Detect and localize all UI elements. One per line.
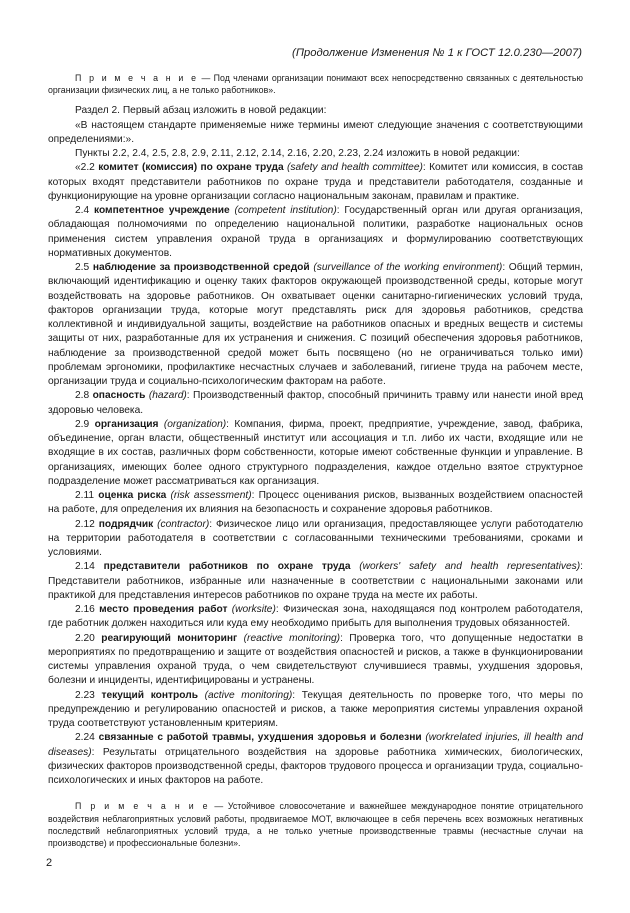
term-text: : Физическая зона, находящаяся под контролем работодателя, где работник должен находиться или куда ему необходимо прибыть для выполнения трудовых обязанностей. [48, 604, 583, 630]
term-text: : Результаты отрицательного воздействия на здоровье работника химических, биологических, физических факторов производственной среды, факторов трудового процесса и организации труда, социально-психологических и иных факторов на работе. [48, 746, 583, 787]
term-text: : Общий термин, включающий идентификацию и оценку таких факторов окружающей производственной среды, которые могут воздействовать на здоровье работников. Он охватывает оценки санитарно-гигиенических условий труда, факторов организации труда, которые могут представлять риск для здоровья работников, средства коллективной и индивидуальной защиты, воздействие на работников опасных и вредных веществ и системы защиты от них, разработанные для их устранения и снижения. С позиций обеспечения здоровья работников, наблюдение за производственной средой может быть посвящено (но не ограничиваться только ими) проблемам эргономики, профилактике несчастных случаев и заболеваний, гигиене труда на рабочем месте, организации труда и социально-психологическим факторам на работе. [48, 262, 583, 388]
term-definition [48, 731, 583, 788]
term-definition [48, 418, 583, 489]
term-definition [48, 560, 583, 603]
term-text: : Текущая деятельность по проверке того, что меры по предупреждению и регулированию опасностей и рисков, а также мероприятия системы управления охраной труда соответствуют установленным критериям. [48, 689, 584, 730]
term-text: : Государственный орган или другая организация, обладающая полномочиями по определению национальной политики, разработке национальных основ применения систем управления охраной труда в организациях и формулированию соответствующих нормативных документов. [48, 205, 583, 259]
term-number: 2.12 [75, 518, 99, 530]
term-name: текущий контроль [101, 689, 198, 701]
term-name: комитет (комиссия) по охране труда [98, 162, 284, 174]
term-text: : Процесс оценивания рисков, вызванных воздействием опасностей на работе, для определения их влияния на безопасность и сохранение здоровья работников. [48, 490, 583, 516]
term-definition [48, 632, 583, 689]
running-header: (Продолжение Изменения № 1 к ГОСТ 12.0.230—2007) [292, 47, 582, 59]
term-name: наблюдение за производственной средой [92, 262, 310, 274]
term-definition [48, 261, 583, 389]
term-text: : Представители работников, избранные или назначенные в соответствии с национальными законами или практикой для представления интересов работников по охране труда на месте их работы. [48, 561, 583, 601]
term-number: 2.20 [75, 632, 102, 644]
note-label: П р и м е ч а н и е [75, 801, 210, 812]
term-number: 2.23 [75, 689, 102, 701]
term-english: (contractor) [153, 518, 210, 530]
term-number: 2.16 [75, 604, 100, 616]
items-intro: Пункты 2.2, 2.4, 2.5, 2.8, 2.9, 2.11, 2.12, 2.14, 2.16, 2.20, 2.23, 2.24 изложить в новой редакции: [75, 148, 520, 160]
note-1 [48, 72, 583, 96]
term-text: : Комитет или комиссия, в состав которых входят представители работников по охране труда и представители работодателя, созданные и функционирующие на уровне организации согласно национальным законам, правилам и практике. [48, 162, 583, 202]
term-definition [48, 518, 583, 561]
term-name: компетентное учреждение [93, 205, 230, 217]
term-number: «2.2 [75, 162, 99, 174]
term-text: : Физическое лицо или организация, предоставляющее услуги работодателю на территории работодателя в соответствии с согласованными техническими требованиями, сроками и условиями. [48, 518, 583, 559]
term-english: (active monitoring) [197, 689, 293, 701]
term-name: место проведения работ [99, 604, 228, 616]
term-list [48, 161, 583, 788]
term-name: связанные с работой травмы, ухудшения здоровья и болезни [98, 732, 422, 744]
term-name: представители работников по охране труда [103, 561, 351, 573]
term-english: (competent institution) [229, 205, 337, 217]
term-english: (reactive monitoring) [237, 632, 341, 644]
term-english: (workrelated injuries, ill health and diseases) [48, 732, 584, 758]
section2-intro: Раздел 2. Первый абзац изложить в новой редакции: [75, 105, 327, 117]
term-english: (hazard) [145, 390, 187, 402]
term-number: 2.5 [75, 262, 93, 274]
note-text: — Устойчивое словосочетание и важнейшее международное понятие отрицательного воздействия неблагоприятных условий работы, продвигаемое МОТ, включающее в себя перечень всех возможных негативных последствий неблагоприятных условий труда, а не только учетные производственные травмы (несчастные случаи на производстве) и профессиональные болезни». [48, 801, 583, 849]
document-body [48, 72, 583, 849]
note-2 [48, 800, 583, 849]
term-name: реагирующий мониторинг [101, 632, 238, 644]
term-definition [48, 603, 583, 632]
term-name: организация [94, 418, 159, 430]
term-english: (risk assessment) [166, 490, 252, 502]
term-name: подрядчик [98, 518, 154, 530]
term-name: оценка риска [98, 490, 167, 502]
term-definition [48, 689, 583, 732]
term-english: (surveillance of the working environment) [309, 262, 503, 274]
term-number: 2.8 [75, 390, 93, 402]
term-text: : Компания, фирма, проект, предприятие, учреждение, завод, фабрика, объединение, орган власти, общественный институт или ассоциация и т.п. либо их части, входящие или не входящие в их состав, различных форм собственности, которые имеют собственные функции и управление. В организациях, имеющих более одного структурного подразделения, каждое отдельно взятое структурное подразделение может рассматриваться как организация. [48, 418, 584, 487]
section2-quote: «В настоящем стандарте применяемые ниже термины имеют следующие значения с соответствующими определениями:». [48, 119, 583, 145]
term-english: (safety and health committee) [283, 162, 423, 174]
term-number: 2.11 [75, 490, 99, 502]
term-name: опасность [92, 390, 146, 402]
term-definition [48, 161, 583, 204]
term-definition [48, 389, 583, 418]
term-number: 2.4 [75, 205, 94, 217]
note-label: П р и м е ч а н и е [75, 73, 199, 83]
term-definition [48, 489, 583, 518]
note-text: — Под членами организации понимают всех непосредственно связанных с деятельностью организации физических лиц, а не только работников». [48, 73, 583, 96]
term-number: 2.9 [75, 418, 95, 430]
term-definition [48, 204, 583, 261]
term-text: : Производственный фактор, способный причинить травму или нанести иной вред здоровью человека. [48, 390, 583, 416]
term-english: (worksite) [227, 604, 276, 616]
term-text: : Проверка того, что допущенные недостатки в мероприятиях по предотвращению и защите от воздействия опасностей и рисков, а также в функционировании системы управления охраной труда, о чем свидетельствуют случившиеся травмы, ухудшения здоровья, болезни и инциденты, идентифицированы и устранены. [48, 632, 584, 687]
page-number: 2 [46, 857, 53, 869]
term-english: (workers' safety and health representatives) [350, 561, 581, 573]
term-english: (organization) [158, 418, 227, 430]
term-number: 2.14 [75, 561, 104, 573]
term-number: 2.24 [75, 732, 99, 744]
